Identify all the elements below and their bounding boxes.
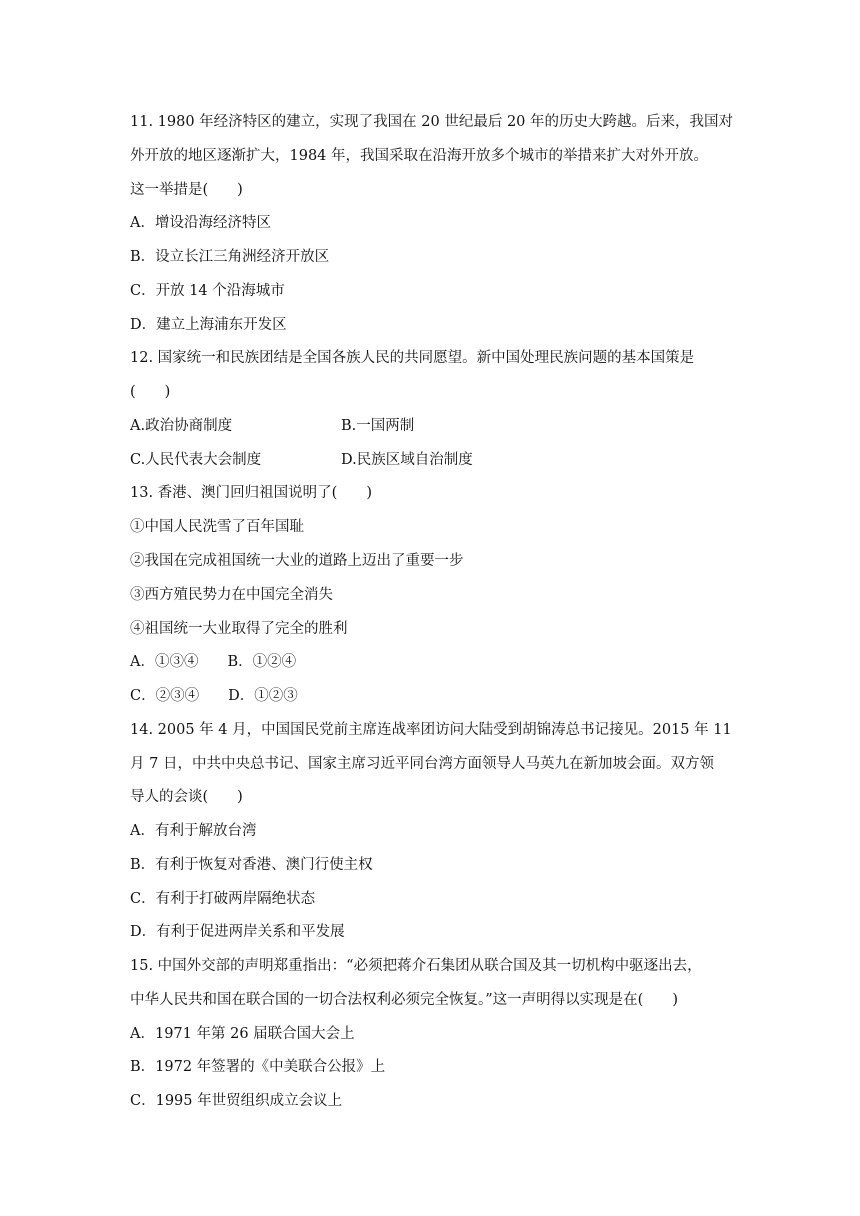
q13-statement-3: ③西方殖民势力在中国完全消失 (130, 587, 333, 603)
q14-option-a: A．有利于解放台湾 (130, 823, 257, 839)
q11-stem-line-3: 这一举措是( ) (130, 182, 243, 198)
q14-option-c: C．有利于打破两岸隔绝状态 (130, 891, 316, 907)
q12-option-c: C.人民代表大会制度 (130, 452, 262, 468)
q11-stem-line-2: 外开放的地区逐渐扩大，1984 年，我国采取在沿海开放多个城市的举措来扩大对外开放。 (130, 148, 709, 164)
q14-stem-line-3: 导人的会谈( ) (130, 789, 243, 805)
q15-stem-line-1: 15. 中国外交部的声明郑重指出：“必须把蒋介石集团从联合国及其一切机构中驱逐出去， (130, 958, 702, 974)
q15-option-b: B．1972 年签署的《中美联合公报》上 (130, 1059, 386, 1075)
q13-statement-1: ①中国人民洗雪了百年国耻 (130, 519, 304, 535)
q12-option-a: A.政治协商制度 (130, 418, 233, 434)
q15-stem-line-2: 中华人民共和国在联合国的一切合法权利必须完全恢复。”这一声明得以实现是在( ) (130, 992, 678, 1008)
q12-stem-line-1: 12. 国家统一和民族团结是全国各族人民的共同愿望。新中国处理民族问题的基本国策是 (130, 350, 695, 366)
q15-option-a: A．1971 年第 26 届联合国大会上 (130, 1026, 355, 1042)
q13-stem-line-1: 13. 香港、澳门回归祖国说明了( ) (130, 485, 372, 501)
q14-option-d: D．有利于促进两岸关系和平发展 (130, 924, 345, 940)
q11-option-b: B．设立长江三角洲经济开放区 (130, 249, 330, 265)
q13-options-row-2: C．②③④ D．①②③ (130, 688, 298, 704)
q11-option-d: D．建立上海浦东开发区 (130, 317, 287, 333)
q14-stem-line-1: 14. 2005 年 4 月，中国国民党前主席连战率团访问大陆受到胡锦涛总书记接见。2015 年 11 (130, 722, 732, 738)
q11-stem-line-1: 11. 1980 年经济特区的建立，实现了我国在 20 世纪最后 20 年的历史大跨越。后来，我国对 (130, 114, 734, 130)
q15-option-c: C．1995 年世贸组织成立会议上 (130, 1093, 343, 1109)
q11-option-c: C．开放 14 个沿海城市 (130, 283, 285, 299)
q13-statement-2: ②我国在完成祖国统一大业的道路上迈出了重要一步 (130, 553, 464, 569)
q12-option-row-2 (130, 450, 473, 470)
q12-option-row-1 (130, 416, 415, 436)
q14-stem-line-2: 月 7 日，中共中央总书记、国家主席习近平同台湾方面领导人马英九在新加坡会面。双方领 (130, 756, 714, 772)
q13-options-row-1: A．①③④ B．①②④ (130, 654, 297, 670)
q11-option-a: A．增设沿海经济特区 (130, 215, 271, 231)
q12-option-b: B.一国两制 (341, 418, 415, 434)
q12-stem-line-2: ( ) (130, 384, 171, 400)
q12-option-d: D.民族区域自治制度 (341, 452, 473, 468)
q14-option-b: B．有利于恢复对香港、澳门行使主权 (130, 857, 373, 873)
q13-statement-4: ④祖国统一大业取得了完全的胜利 (130, 621, 348, 637)
